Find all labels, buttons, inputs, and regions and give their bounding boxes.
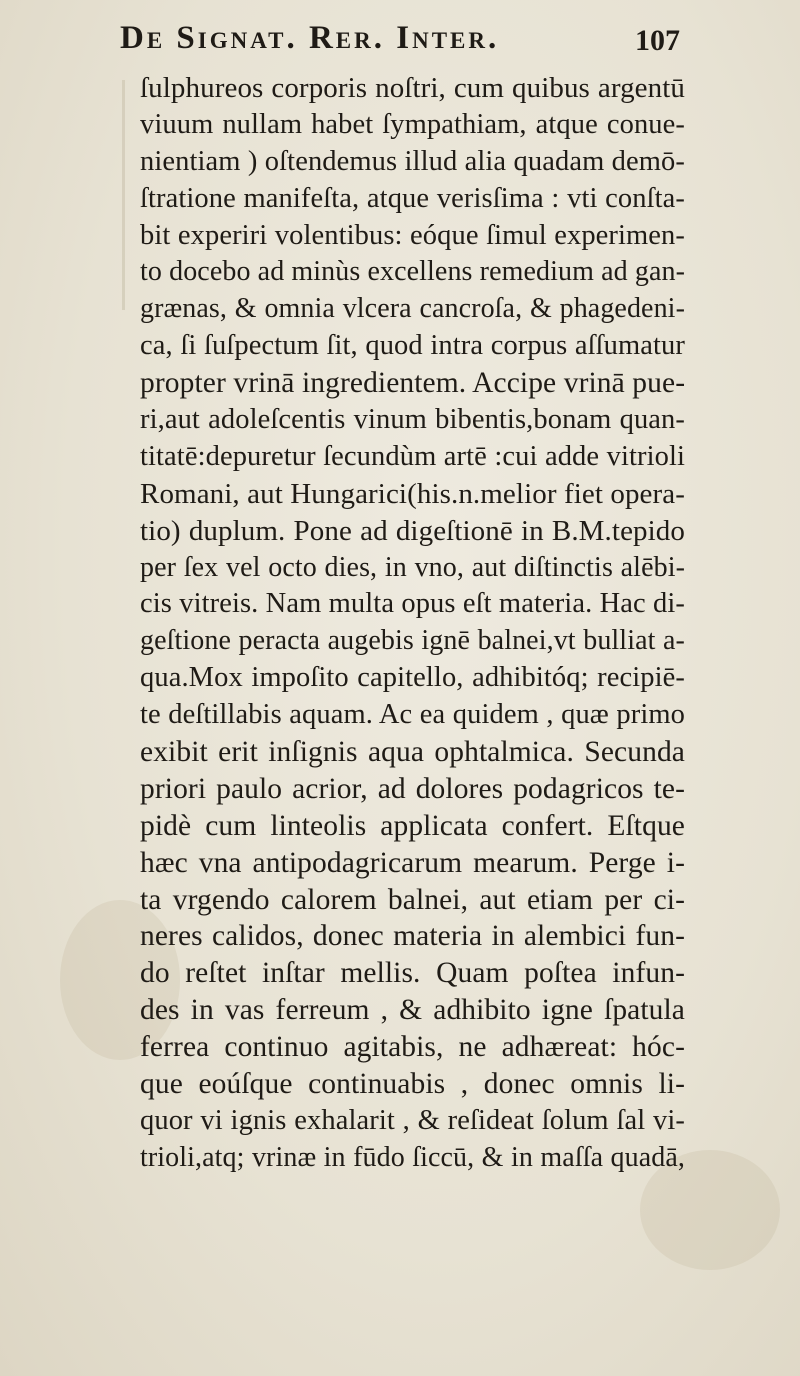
text-line: des in vas ferreum , & adhibito igne ſpatula [140,994,685,1027]
text-line: geſtione peracta augebis ignē balnei,vt bulliat a- [140,625,685,657]
text-line: ta vrgendo calorem balnei, aut etiam per ci- [140,883,685,916]
text-line: ſtratione manifeſta, atque verisſima : vti conſta- [140,182,685,214]
text-line: nientiam ) oſtendemus illud alia quadam demō- [140,145,685,177]
text-line: hæc vna antipodagricarum mearum. Perge i- [140,846,685,879]
text-line: tio) duplum. Pone ad digeſtionē in B.M.tepido [140,514,685,547]
text-line: priori paulo acrior, ad dolores podagricos te- [140,772,685,805]
text-line: titatē:depuretur ſecundùm artē :cui adde vitrioli [140,440,685,472]
margin-shadow [122,80,125,310]
body-text [140,70,685,1177]
running-head [120,18,680,66]
text-line: qua.Mox impoſito capitello, adhibitóq; recipiē- [140,662,685,694]
text-line: pidè cum linteolis applicata confert. Eſtque [140,809,685,842]
running-head-title: De Signat. Rer. Inter. [120,20,500,56]
text-line: cis vitreis. Nam multa opus eſt materia. Hac di- [140,588,685,620]
text-line: te deſtillabis aquam. Ac ea quidem , quæ primo [140,699,685,731]
text-line: per ſex vel octo dies, in vno, aut diſtinctis alēbi- [140,551,685,583]
text-line: que eoúſque continuabis , donec omnis li- [140,1068,685,1101]
text-line: Romani, aut Hungarici(his.n.melior fiet opera- [140,477,685,510]
text-line: grænas, & omnia vlcera cancroſa, & phagedeni- [140,293,685,325]
text-line: ca, ſi ſuſpectum ſit, quod intra corpus aſſumatur [140,330,685,362]
text-line: propter vrinā ingredientem. Accipe vrinā pue- [140,367,686,400]
text-line: quor vi ignis exhalarit , & reſideat ſolum ſal vi- [140,1104,685,1136]
text-line: exibit erit inſignis aqua ophtalmica. Secunda [140,736,685,769]
text-line: viuum nullam habet ſympathiam, atque conue- [140,108,685,140]
text-line: ſulphureos corporis noſtri, cum quibus argentū [140,72,685,104]
text-line: do reſtet inſtar mellis. Quam poſtea infun- [140,957,685,990]
text-line: bit experiri volentibus: eóque ſimul experimen- [140,219,685,251]
text-line: ri,aut adoleſcentis vinum bibentis,bonam quan- [140,404,685,436]
text-line: trioli,atq; vrinæ in fūdo ſiccū, & in maſſa quadā, [140,1141,685,1173]
text-line: to docebo ad minùs excellens remedium ad gan- [140,256,685,288]
text-line: neres calidos, donec materia in alembici fun- [140,920,685,953]
text-line: ferrea continuo agitabis, ne adhæreat: hóc- [140,1031,685,1064]
page-number: 107 [635,24,680,57]
